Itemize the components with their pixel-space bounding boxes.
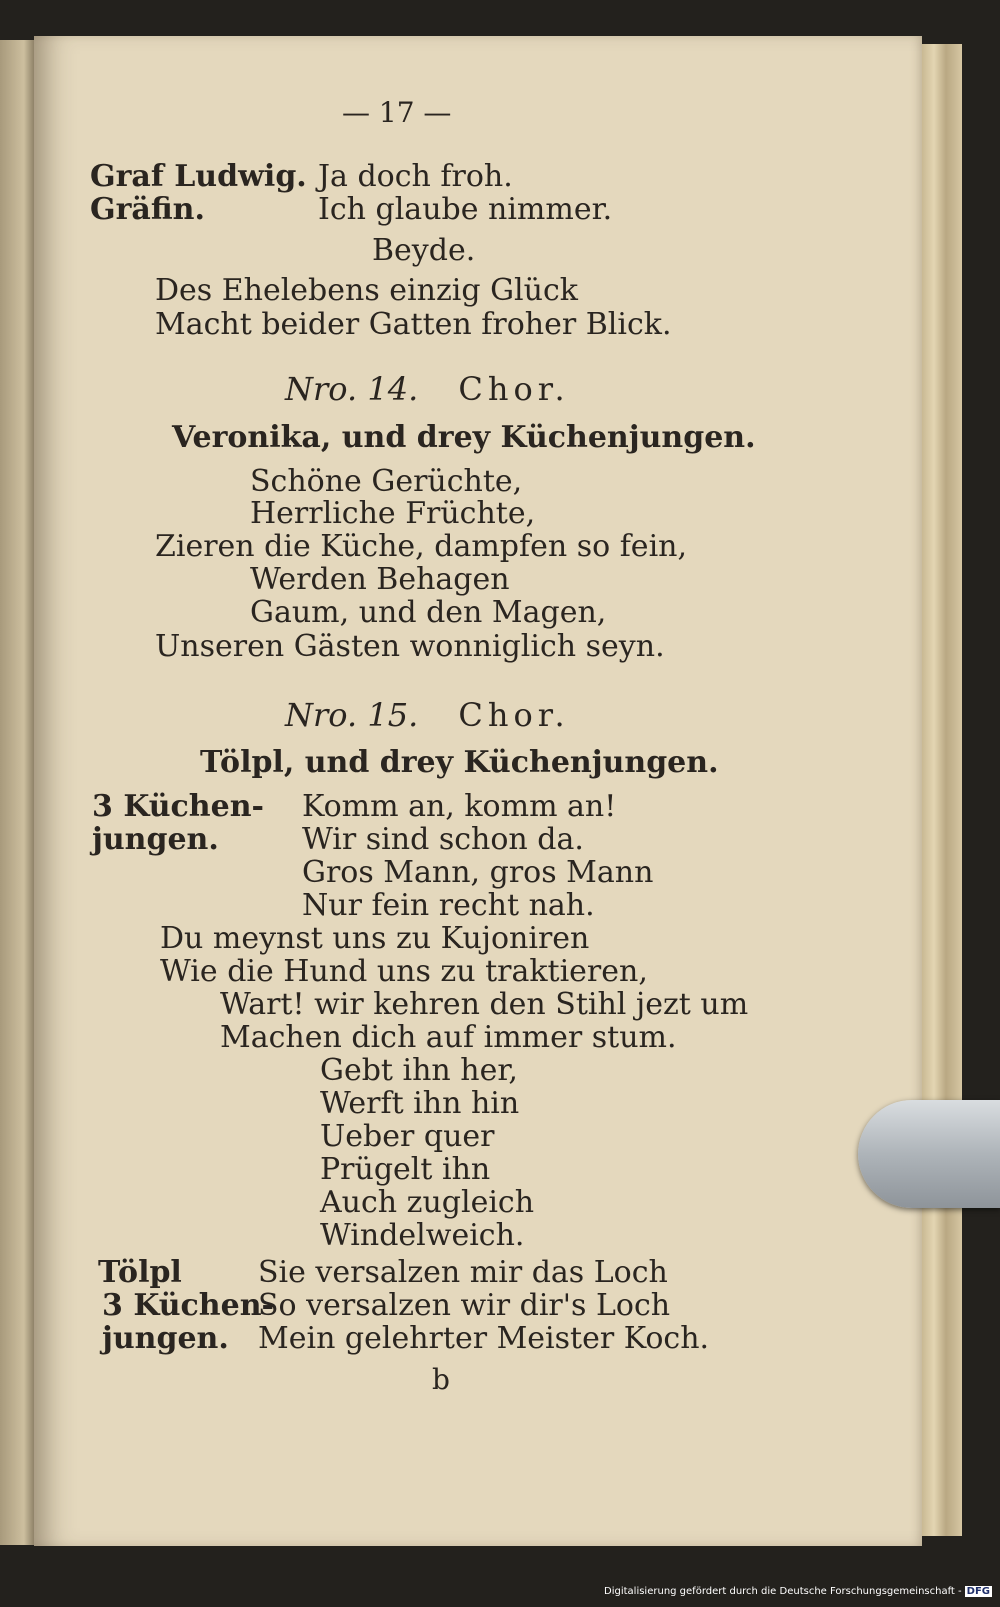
verse-line: Gaum, und den Magen,	[250, 595, 607, 630]
line-graefin: Ich glaube nimmer.	[318, 192, 613, 227]
speaker-toelpl: Tölpl	[98, 1255, 182, 1290]
page-clip	[858, 1100, 1000, 1208]
nro-label: Nro. 14.	[285, 370, 419, 408]
section-subtitle-14: Veronika, und drey Küchenjungen.	[172, 420, 756, 455]
chor-label: Chor.	[458, 370, 570, 408]
verse-line: Werft ihn hin	[320, 1086, 520, 1121]
page-number: — 17 —	[342, 96, 452, 129]
footer-credit	[604, 1586, 992, 1597]
verse-line: Ueber quer	[320, 1119, 495, 1154]
speaker-graf-ludwig: Graf Ludwig.	[90, 159, 307, 194]
speaker-graefin: Gräfin.	[90, 192, 205, 227]
verse-line: Wie die Hund uns zu traktieren,	[160, 954, 648, 989]
verse-line: Prügelt ihn	[320, 1152, 491, 1187]
verse-line: Gros Mann, gros Mann	[302, 855, 654, 890]
left-page-edge	[0, 40, 34, 1545]
speaker-kuechenjungen: 3 Küchen-	[92, 789, 264, 824]
speaker-kuechenjungen: jungen.	[92, 822, 219, 857]
section-heading-14	[285, 372, 570, 406]
chor-label: Chor.	[458, 696, 570, 734]
verse-line: Wart! wir kehren den Stihl jezt um	[220, 987, 749, 1022]
speaker-beyde: Beyde.	[372, 233, 476, 268]
verse-line: Wir sind schon da.	[302, 822, 584, 857]
verse-line: Mein gelehrter Meister Koch.	[258, 1321, 710, 1356]
verse-line: Zieren die Küche, dampfen so fein,	[155, 529, 688, 564]
nro-label: Nro. 15.	[285, 696, 419, 734]
speaker-kuechenjungen: 3 Küchen-	[102, 1288, 274, 1323]
verse-line: So versalzen wir dir's Loch	[258, 1288, 671, 1323]
signature-mark: b	[432, 1363, 450, 1396]
verse-line: Unseren Gästen wonniglich seyn.	[155, 629, 665, 664]
section-subtitle-15: Tölpl, und drey Küchenjungen.	[200, 745, 719, 780]
verse-line: Komm an, komm an!	[302, 789, 617, 824]
verse-line: Machen dich auf immer stum.	[220, 1020, 677, 1055]
verse-line: Nur fein recht nah.	[302, 888, 595, 923]
verse-line: Du meynst uns zu Kujoniren	[160, 921, 590, 956]
dfg-logo: DFG	[966, 1586, 990, 1597]
speaker-kuechenjungen: jungen.	[102, 1321, 229, 1356]
verse-line: Sie versalzen mir das Loch	[258, 1255, 668, 1290]
verse-line: Macht beider Gatten froher Blick.	[155, 307, 672, 342]
footer-text: Digitalisierung gefördert durch die Deutsche Forschungsgemeinschaft -	[604, 1586, 962, 1597]
verse-line: Gebt ihn her,	[320, 1053, 518, 1088]
verse-line: Herrliche Früchte,	[250, 496, 536, 531]
verse-line: Auch zugleich	[320, 1185, 535, 1220]
verse-line: Windelweich.	[320, 1218, 525, 1253]
line-graf: Ja doch froh.	[318, 159, 513, 194]
verse-line: Des Ehelebens einzig Glück	[155, 273, 578, 308]
section-heading-15	[285, 698, 570, 732]
page-stack-edge	[922, 44, 962, 1536]
verse-line: Werden Behagen	[250, 562, 510, 597]
verse-line: Schöne Gerüchte,	[250, 464, 523, 499]
